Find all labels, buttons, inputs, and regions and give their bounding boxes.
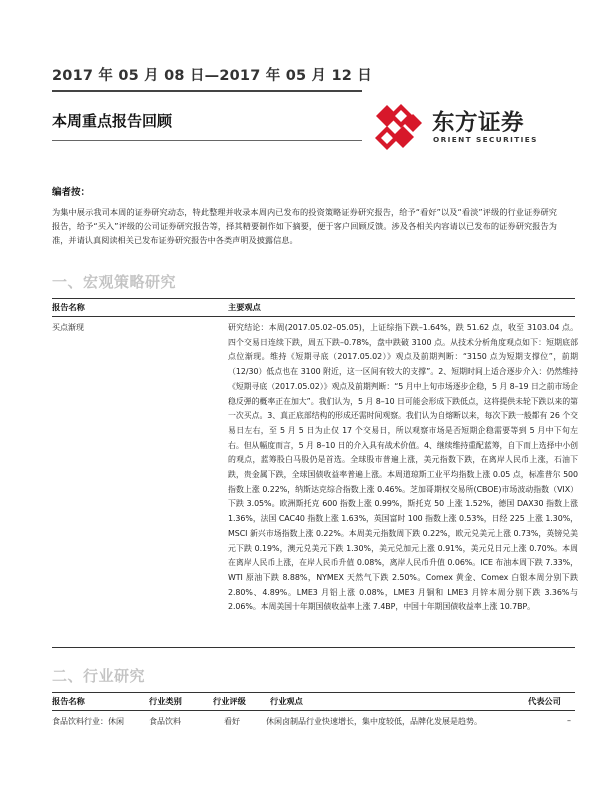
company-logo xyxy=(373,104,558,150)
macro-header-rule xyxy=(52,316,575,317)
header-rule xyxy=(52,90,362,92)
industry-col-view: 行业观点 xyxy=(270,696,303,706)
industry-header-rule xyxy=(52,710,575,711)
industry-col-code: 代表公司 xyxy=(528,696,561,706)
macro-table-bottom-rule xyxy=(52,647,575,648)
industry-table-top-rule xyxy=(52,692,575,693)
logo-name-cn: 东方证券 xyxy=(432,110,525,136)
page-title: 本周重点报告回顾 xyxy=(52,112,173,130)
section-heading-industry: 二、行业研究 xyxy=(52,667,146,685)
industry-rating: 看好 xyxy=(224,717,240,726)
industry-col-rating: 行业评级 xyxy=(213,696,246,706)
logo-name-en: ORIENT SECURITIES xyxy=(433,135,538,144)
title-rule xyxy=(52,140,362,141)
date-range: 2017 年 05 月 08 日—2017 年 05 月 12 日 xyxy=(52,68,373,84)
industry-category: 食品饮料 xyxy=(149,717,181,726)
industry-view: 休闲卤制品行业快速增长，集中度较低，品牌化发展是趋势。 xyxy=(266,717,482,726)
report-name: 买点渐现 xyxy=(52,323,84,332)
macro-col-view: 主要观点 xyxy=(228,302,261,312)
editor-note-label: 编者按： xyxy=(52,187,91,198)
report-view: 研究结论：本周(2017.05.02–05.05)，上证综指下跌–1.64%，跌 51.62 点，收至 3103.04 点。四个交易日连续下跌，周五下跌–0.78%，盘中跌破 3100 点。从技术分析角度观点如下：短期底部点位渐现。维持《短期寻底（2017.05.02）》观点及前期判断：“3150 点为短期支撑位”，前期（12/30）低点也在 3100 附近，这一区间有较大的支撑”。2、短期时间上适合逐步介入：仍然维持《短期寻底（2017.05.02）》观点及前期判断：“5 月中上旬市场逐步企稳，5 月 8–19 日之前市场企稳反弹的概率正在加大”。我们认为，5 月 8–10 日可能会形成下跌低点，这将提供未轮下跌以来的第一次买点。3、真正底部结构的形成还需时间观察。我们认为自熔断以来，每次下跌一般都有 26 个交易日左右，至 5 月 5 日为止仅 17 个交易日，所以观察市场是否短期企稳需要等到 5 月中下旬左右。但从幅度而言，5 月 8–10 日的介入具有战术价值。4、继续维持重配蓝筹，自下而上选择中小创的观点，蓝筹股白马股仍是首选。全球股市普遍上涨，美元指数下跌，在离岸人民币上涨，石油下跌，贵金属下跌，全球国债收益率普遍上涨。本周道琼斯工业平均指数上涨 0.05 点，标准普尔 500 指数上涨 0.22%，纳斯达克综合指数上涨 0.46%。芝加哥期权交易所(CBOE)市场波动指数（VIX）下跌 3.05%。欧洲斯托克 600 指数上涨 0.99%，斯托克 50 上涨 1.52%，德国 DAX30 指数上涨 1.36%，法国 CAC40 指数上涨 1.63%，英国富时 100 指数上涨 0.53%，日经 225 上涨 1.30%，MSCI 新兴市场指数上涨 0.22%。本周美元指数周下跌 0.22%，欧元兑美元上涨 0.73%，英镑兑美元下跌 0.19%，澳元兑美元下跌 1.30%，美元兑加元上涨 0.91%，美元兑日元上涨 0.70%。本周在离岸人民币上涨，在岸人民币升值 0.08%，离岸人民币升值 0.06%。ICE 布油本周下跌 7.33%，WTI 原油下跌 8.88%，NYMEX 天然气下跌 2.50%。Comex 黄金、Comex 白银本周分别下跌 2.80%、4.89%。LME3 月铝上涨 0.08%，LME3 月铜和 LME3 月锌本周分别下跌 3.36%与 2.06%。本周美国十年期国债收益率上涨 7.4BP，中国十年期国债收益率上涨 10.7BP。 xyxy=(228,323,578,612)
industry-col-category: 行业类别 xyxy=(149,696,182,706)
section-heading-macro: 一、宏观策略研究 xyxy=(52,273,177,291)
industry-col-report: 报告名称 xyxy=(52,696,85,706)
industry-report-name: 食品饮料行业：休闲 xyxy=(52,717,124,726)
industry-company: – xyxy=(567,716,571,725)
editor-note-text: 为集中展示我司本周的证券研究动态，特此整理并收录本周内已发布的投资策略证券研究报告，给予“看好”以及“看淡”评级的行业证券研究报告，给予“买入”评级的公司证券研究报告等，择其精要制作如下摘要，便于客户回顾反馈。涉及各相关内容请以已发布的证券研究报告为准，并请认真阅读相关已发布证券研究报告中各类声明及披露信息。 xyxy=(52,207,557,245)
macro-col-report: 报告名称 xyxy=(52,302,85,312)
logo-mark-icon xyxy=(373,104,423,150)
macro-table-top-rule xyxy=(52,298,575,299)
